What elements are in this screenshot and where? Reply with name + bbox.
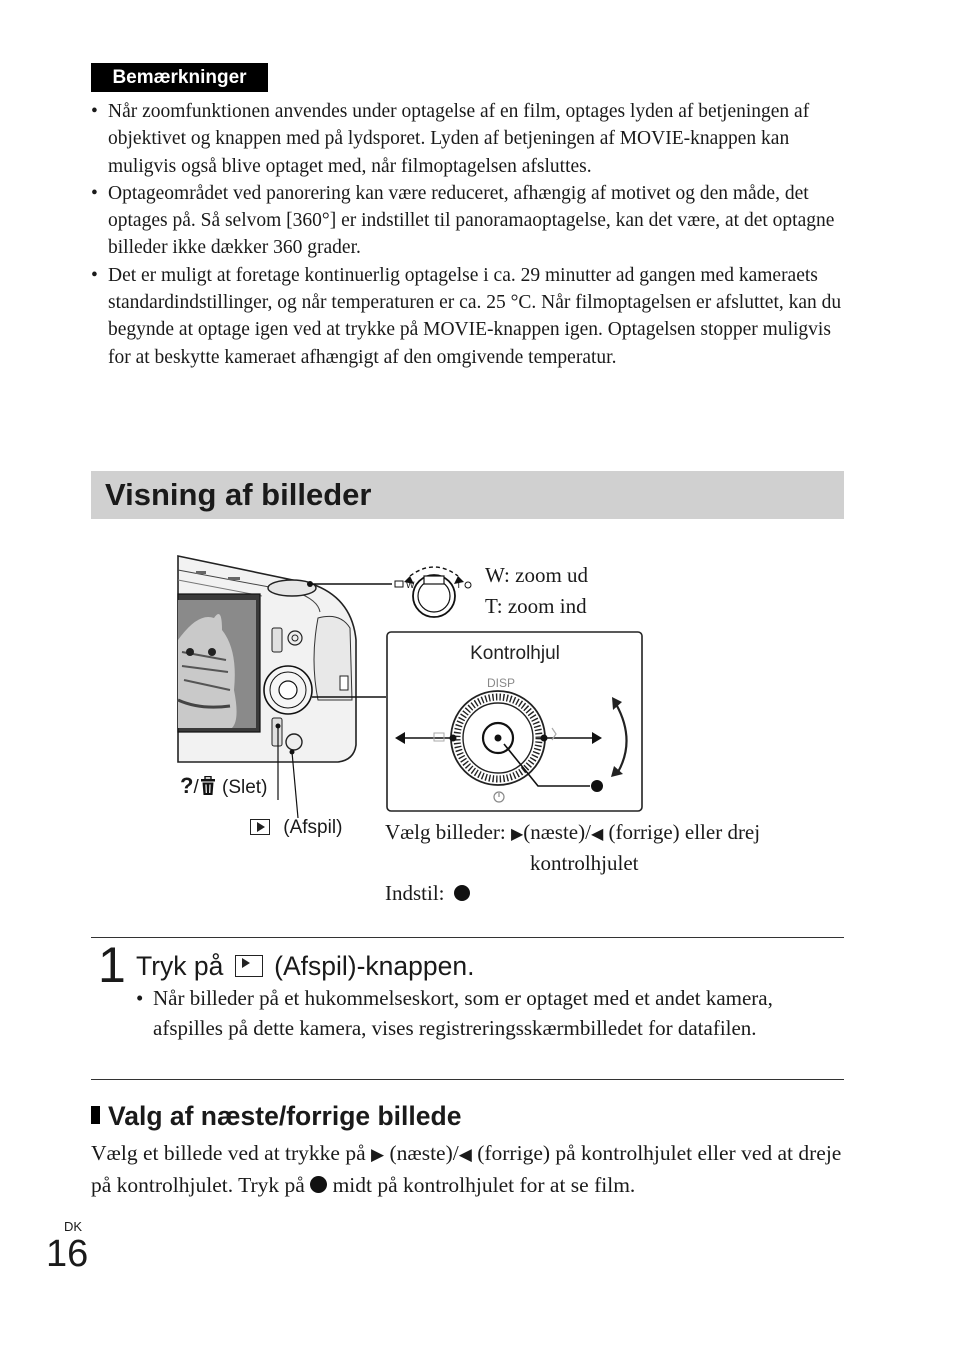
playback-label-group <box>250 816 342 840</box>
select-prefix: Vælg billeder: <box>385 820 506 844</box>
control-wheel-label: Kontrolhjul <box>470 643 560 664</box>
page-number: 16 <box>46 1233 89 1275</box>
note-item: • Når zoomfunktionen anvendes under optagelse af en film, optages lyden af betjeningen af objektivet og knappen med på lydsporet. Lyden af betjeningen af MOVIE-knappen kan muligvis også blive optaget med, når filmoptagelsen afsluttes. <box>91 98 851 180</box>
trash-icon <box>199 776 217 796</box>
step-top-rule <box>91 937 844 938</box>
center-button-icon <box>310 1176 327 1193</box>
zoom-w-text: W: zoom ud <box>485 563 589 587</box>
section-title: Visning af billeder <box>105 477 372 512</box>
zoom-t-text: T: zoom ind <box>485 594 587 618</box>
delete-label: (Slet) <box>222 777 268 798</box>
note-item: • Det er muligt at foretage kontinuerlig optagelse i ca. 29 minutter ad gangen med kameraets standardindstillinger, og når temperaturen er ca. 25 °C. Når filmoptagelsen er afsluttet, kan du begynde at optage igen ved at trykke på MOVIE-knappen igen. Optagelsen stopper muligvis for at beskytte kameraet afhængigt af den omgivende temperatur. <box>91 262 851 371</box>
step-title <box>136 950 474 982</box>
left-arrow-icon: ◀ <box>458 1145 472 1164</box>
subsection-title-text: Valg af næste/forrige billede <box>108 1101 462 1131</box>
right-arrow-icon: ▶ <box>371 1145 385 1164</box>
step-bottom-rule <box>91 1079 844 1080</box>
select-prev: (forrige) eller drej <box>608 820 761 844</box>
delete-label-group: ?/ (Slet) <box>180 773 268 798</box>
subsection-title <box>91 1100 461 1132</box>
help-icon: ? <box>180 773 194 798</box>
step-number: 1 <box>98 937 126 993</box>
subsection-body: Vælg et billede ved at trykke på ▶ (næste)/◀ (forrige) på kontrolhjulet eller ved at dreje på kontrolhjulet. Tryk på midt på kontrolhjulet for at se film. <box>91 1141 842 1197</box>
disp-label: DISP <box>486 676 516 690</box>
set-label: Indstil: <box>385 881 445 905</box>
note-item: • Optageområdet ved panorering kan være reduceret, afhængig af motivet og den måde, det optages på. Så selvom [360°] er indstillet til panoramaoptagelse, kan det være, at det optagne billeder ikke dækker 360 grader. <box>91 180 851 262</box>
page-language: DK <box>64 1219 83 1234</box>
notes-list <box>91 98 851 371</box>
select-next: (næste)/ <box>523 820 591 844</box>
lever-t-text: T <box>456 580 462 590</box>
step-title-prefix: Tryk på <box>136 951 224 981</box>
step-title-suffix: (Afspil)-knappen. <box>274 951 475 981</box>
right-arrow-icon: ▶ <box>510 826 524 843</box>
select-line2: kontrolhjulet <box>530 851 639 875</box>
playback-label: (Afspil) <box>283 817 343 838</box>
lever-w-text: W <box>406 580 415 590</box>
lcd-screen <box>178 594 260 732</box>
left-arrow-icon: ◀ <box>590 826 604 843</box>
zoom-lever-icon <box>395 567 471 617</box>
playback-icon <box>250 819 270 835</box>
notes-badge: Bemærkninger <box>91 63 268 92</box>
step-bullet: • Når billeder på et hukommelseskort, som er optaget med et andet kamera, afspilles på dette kamera, vises registreringsskærmbilledet for datafilen. <box>136 983 836 1043</box>
set-text <box>385 881 470 905</box>
control-wheel-callout <box>387 632 642 811</box>
center-button-icon <box>454 885 470 901</box>
playback-icon <box>235 955 263 977</box>
select-images-text <box>385 820 760 847</box>
subsection-marker <box>91 1106 100 1124</box>
